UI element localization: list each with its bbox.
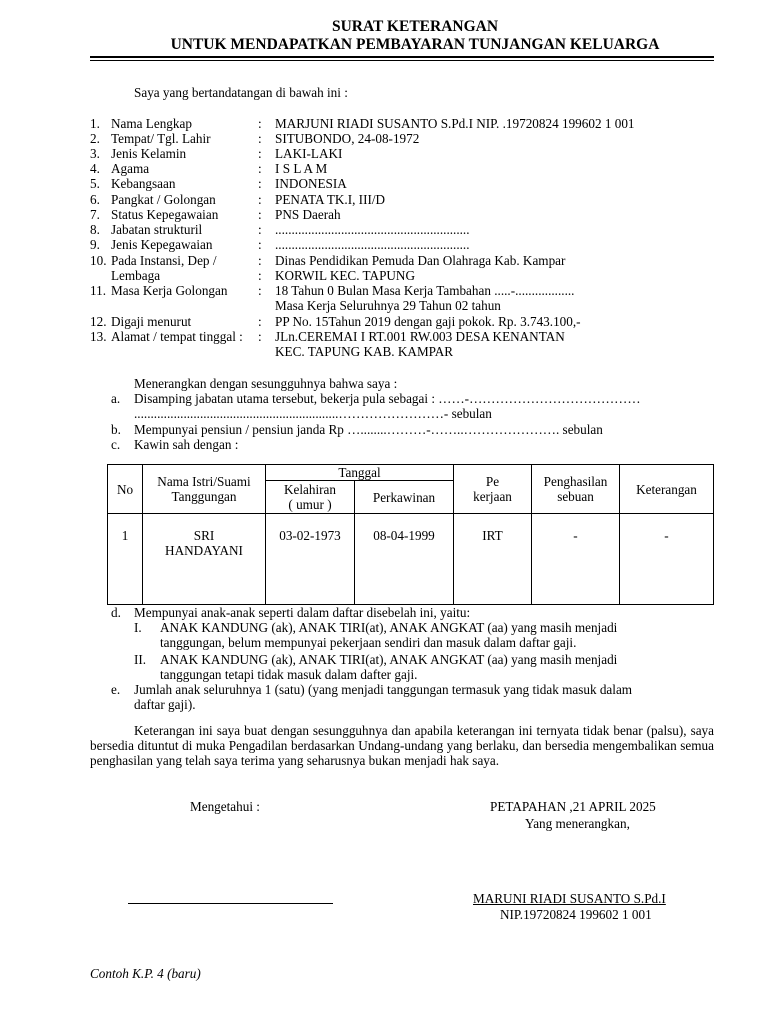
signer-name: MARUNI RIADI SUSANTO S.Pd.I [473, 891, 666, 906]
field-value: LAKI-LAKI [275, 146, 343, 161]
spouse-table [107, 464, 714, 605]
field-label: Jabatan strukturil [111, 222, 203, 237]
col-header-nama [143, 465, 266, 514]
cell-keterangan: - [620, 514, 714, 605]
item-letter: b. [111, 422, 121, 437]
field-number: 8. [90, 222, 100, 237]
field-number: 3. [90, 146, 100, 161]
field-value: PP No. 15Tahun 2019 dengan gaji pokok. Rp. 3.743.100,- [275, 314, 581, 329]
field-number: 12. [90, 314, 107, 329]
field-value-continued: Masa Kerja Seluruhnya 29 Tahun 02 tahun [275, 298, 501, 313]
cell-kelahiran: 03-02-1973 [266, 514, 355, 605]
place-date: PETAPAHAN ,21 APRIL 2025 [490, 799, 656, 814]
field-label: Jenis Kepegawaian [111, 237, 213, 252]
signer-nip: NIP.19720824 199602 1 001 [500, 907, 652, 922]
field-label: Nama Lengkap [111, 116, 192, 131]
field-value: PNS Daerah [275, 207, 341, 222]
document-title: SURAT KETERANGAN [331, 18, 499, 35]
field-value: ........................................................... [275, 222, 470, 237]
field-colon: : [258, 222, 262, 237]
form-code-footer: Contoh K.P. 4 (baru) [90, 966, 201, 981]
col-header-nama-line2: Tanggungan [171, 489, 237, 505]
col-header-pekerjaan-line2: kerjaan [473, 489, 512, 505]
field-colon: : [258, 192, 262, 207]
col-header-nama-line1: Nama Istri/Suami [157, 473, 251, 489]
field-value: SITUBONDO, 24-08-1972 [275, 131, 420, 146]
field-number: 2. [90, 131, 100, 146]
field-value-continued: KORWIL KEC. TAPUNG [275, 268, 415, 283]
field-colon: : [258, 131, 262, 146]
item-d-text: Mempunyai anak-anak seperti dalam daftar disebelah ini, yaitu: [134, 605, 471, 620]
item-ii-text: ANAK KANDUNG (ak), ANAK TIRI(at), ANAK ANGKAT (aa) yang masih menjadi [160, 652, 618, 667]
field-label: Jenis Kelamin [111, 146, 187, 161]
field-label-continued: Lembaga [111, 268, 161, 283]
signer-role: Yang menerangkan, [525, 816, 630, 831]
item-c-text: Kawin sah dengan : [134, 437, 239, 452]
field-label: Kebangsaan [111, 176, 176, 191]
field-number: 10. [90, 253, 107, 268]
field-number: 4. [90, 161, 100, 176]
field-colon: : [258, 176, 262, 191]
item-a-text-continued: ..............................................................……………………- sebulan [134, 406, 492, 421]
field-number: 1. [90, 116, 100, 131]
item-letter: e. [111, 682, 121, 697]
field-number: 7. [90, 207, 100, 222]
item-letter: a. [111, 391, 121, 406]
field-label: Status Kepegawaian [111, 207, 219, 222]
item-b-text: Mempunyai pensiun / pensiun janda Rp …........………-……..…………………. sebulan [134, 422, 603, 437]
col-header-kelahiran-line1: Kelahiran [284, 482, 336, 497]
field-value: ........................................................... [275, 237, 470, 252]
cell-nama [143, 514, 266, 605]
witness-signature-line [128, 903, 333, 904]
intro-text: Saya yang bertandatangan di bawah ini : [134, 85, 348, 100]
field-colon: : [258, 146, 262, 161]
header-rule-thick [90, 56, 714, 58]
item-letter: d. [111, 605, 121, 620]
col-header-pekerjaan [454, 465, 532, 514]
field-label: Alamat / tempat tinggal : [111, 329, 243, 344]
field-colon: : [258, 237, 262, 252]
cell-perkawinan: 08-04-1999 [355, 514, 454, 605]
field-label: Tempat/ Tgl. Lahir [111, 131, 211, 146]
field-colon: : [258, 161, 262, 176]
col-header-kelahiran-line2: ( umur ) [288, 497, 332, 513]
field-number: 9. [90, 237, 100, 252]
table-row [108, 514, 714, 605]
col-header-keterangan: Keterangan [620, 465, 714, 514]
col-header-penghasilan [532, 465, 620, 514]
cell-pekerjaan: IRT [454, 514, 532, 605]
field-value-continued: KEC. TAPUNG KAB. KAMPAR [275, 344, 454, 359]
field-colon: : [258, 207, 262, 222]
col-header-perkawinan: Perkawinan [355, 481, 454, 514]
col-header-pekerjaan-line1: Pe [485, 473, 500, 489]
mengetahui-label: Mengetahui : [190, 799, 260, 814]
field-label: Digaji menurut [111, 314, 192, 329]
item-e-text-continued: daftar gaji). [134, 697, 196, 712]
item-e-text: Jumlah anak seluruhnya 1 (satu) (yang menjadi tanggungan termasuk yang tidak masuk dalam [134, 682, 633, 697]
document-subtitle: UNTUK MENDAPATKAN PEMBAYARAN TUNJANGAN KELUARGA [170, 36, 660, 53]
field-colon: : [258, 283, 262, 298]
item-i-text: ANAK KANDUNG (ak), ANAK TIRI(at), ANAK ANGKAT (aa) yang masih menjadi [160, 620, 618, 635]
item-letter: c. [111, 437, 121, 452]
item-a-text: Disamping jabatan utama tersebut, bekerja pula sebagai : ……-………………………………… [134, 391, 641, 406]
closing-paragraph: Keterangan ini saya buat dengan sesungguhnya dan apabila keterangan ini ternyata tidak benar (palsu), saya bersedia dituntut di muka Pengadilan berdasarkan Undang-undang yang berlaku, dan bersedia mengembalikan semua penghasilan yang telah saya terima yang seharusnya bukan menjadi hak saya. [90, 723, 714, 769]
field-number: 13. [90, 329, 107, 344]
cell-no: 1 [108, 514, 143, 605]
field-value: JLn.CEREMAI I RT.001 RW.003 DESA KENANTAN [275, 329, 565, 344]
field-number: 5. [90, 176, 100, 191]
field-colon: : [258, 268, 262, 283]
col-header-penghasilan-line2: sebuan [557, 489, 594, 505]
field-value: Dinas Pendidikan Pemuda Dan Olahraga Kab. Kampar [275, 253, 566, 268]
field-value: PENATA TK.I, III/D [275, 192, 386, 207]
field-value: MARJUNI RIADI SUSANTO S.Pd.I NIP. .19720824 199602 1 001 [275, 116, 635, 131]
statement-intro: Menerangkan dengan sesungguhnya bahwa saya : [134, 376, 398, 391]
item-i-text-continued: tanggungan, belum mempunyai pekerjaan sendiri dan masuk dalam daftar gaji. [160, 635, 577, 650]
header-rule-thin [90, 60, 714, 61]
cell-nama-line2: HANDAYANI [165, 543, 243, 559]
cell-nama-line1: SRI [193, 528, 215, 544]
field-value: 18 Tahun 0 Bulan Masa Kerja Tambahan .....-.................. [275, 283, 575, 298]
field-value: I S L A M [275, 161, 328, 176]
field-label: Masa Kerja Golongan [111, 283, 228, 298]
field-colon: : [258, 253, 262, 268]
field-colon: : [258, 116, 262, 131]
field-label: Pangkat / Golongan [111, 192, 216, 207]
roman-number: I. [134, 620, 142, 635]
col-header-tanggal: Tanggal [266, 465, 454, 481]
field-number: 6. [90, 192, 100, 207]
field-number: 11. [90, 283, 106, 298]
field-colon: : [258, 314, 262, 329]
field-label: Agama [111, 161, 150, 176]
field-label: Pada Instansi, Dep / [111, 253, 217, 268]
col-header-kelahiran [266, 481, 355, 514]
col-header-no: No [108, 465, 143, 514]
roman-number: II. [134, 652, 147, 667]
field-value: INDONESIA [275, 176, 347, 191]
item-ii-text-continued: tanggungan tetapi tidak masuk dalam dafter gaji. [160, 667, 418, 682]
col-header-penghasilan-line1: Penghasilan [543, 473, 608, 489]
field-colon: : [258, 329, 262, 344]
cell-penghasilan: - [532, 514, 620, 605]
